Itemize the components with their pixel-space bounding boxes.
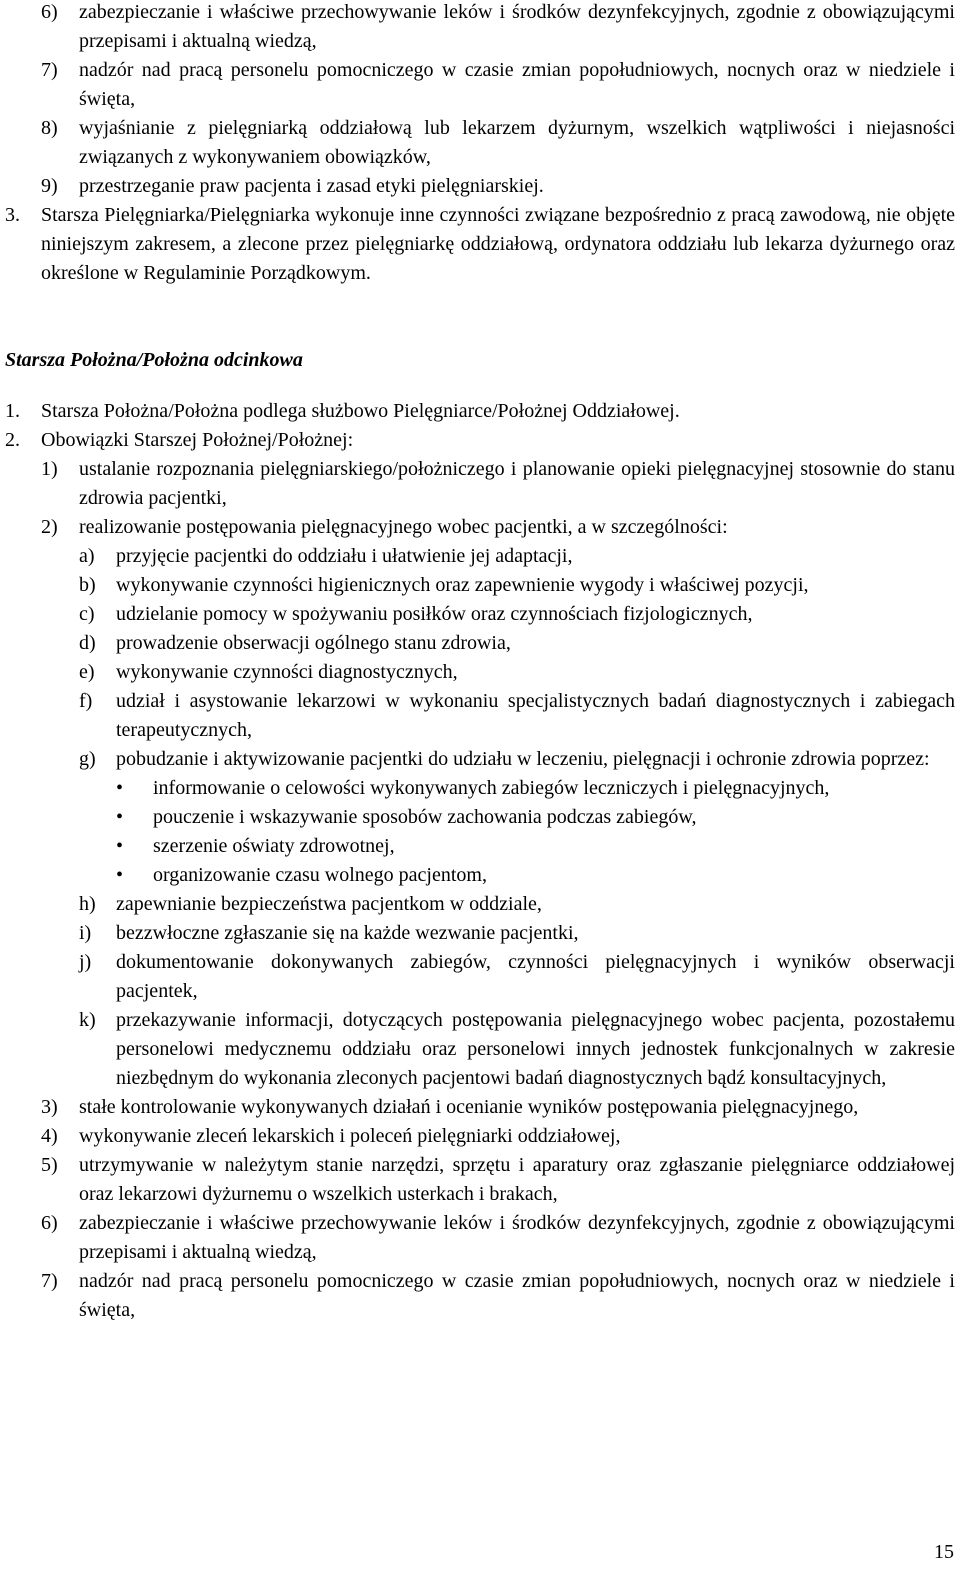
list-item-text: wykonywanie czynności higienicznych oraz zapewnienie wygody i właściwej pozycji, bbox=[116, 574, 809, 596]
list-marker: 1. bbox=[5, 400, 20, 422]
list-item-text: utrzymywanie w należytym stanie narzędzi, sprzętu i aparatury oraz zgłaszanie pielęgniarce oddziałowej oraz lekarzowi dyżurnemu o wszelkich usterkach i brakach, bbox=[79, 1154, 955, 1205]
page-number: 15 bbox=[934, 1541, 954, 1563]
list-item-text: wykonywanie czynności diagnostycznych, bbox=[116, 661, 458, 683]
list-marker: f) bbox=[79, 690, 93, 712]
list-item-text: przyjęcie pacjentki do oddziału i ułatwienie jej adaptacji, bbox=[116, 545, 573, 567]
list-marker: g) bbox=[79, 748, 96, 770]
list-item-text: nadzór nad pracą personelu pomocniczego w czasie zmian popołudniowych, nocnych oraz w niedziele i święta, bbox=[79, 1270, 955, 1321]
list-marker: 6) bbox=[41, 1212, 58, 1234]
list-item-text: Starsza Pielęgniarka/Pielęgniarka wykonuje inne czynności związane bezpośrednio z pracą zawodową, nie objęte niniejszym zakresem, a zlecone przez pielęgniarkę oddziałową, ordynatora oddziału lub lekarza dyżurnego oraz określone w Regulaminie Porządkowym. bbox=[41, 204, 955, 284]
duty-item-2 bbox=[5, 513, 955, 542]
list-item-8 bbox=[5, 114, 955, 172]
list-marker: 6) bbox=[41, 1, 58, 23]
bullet-icon: • bbox=[116, 864, 124, 886]
list-marker: c) bbox=[79, 603, 95, 625]
list-item-text: przekazywanie informacji, dotyczących postępowania pielęgnacyjnego wobec pacjenta, pozostałemu personelowi medycznemu oddziału oraz personelowi innych jednostek funkcjonalnych w zakresie niezbędnym do wykonania zleconych pacjentowi badań diagnostycznych bądź konsultacyjnych, bbox=[116, 1009, 955, 1089]
list-item-text: szerzenie oświaty zdrowotnej, bbox=[153, 835, 395, 857]
duty-item-6 bbox=[5, 1209, 955, 1267]
list-item-text: Starsza Położna/Położna podlega służbowo Pielęgniarce/Położnej Oddziałowej. bbox=[41, 400, 680, 422]
sub-item-e bbox=[5, 658, 955, 687]
list-marker: h) bbox=[79, 893, 96, 915]
list-marker: 7) bbox=[41, 1270, 58, 1292]
list-item-7 bbox=[5, 56, 955, 114]
bullet-item bbox=[5, 832, 955, 861]
duty-item-3 bbox=[5, 1093, 955, 1122]
list-marker: 2) bbox=[41, 516, 58, 538]
list-marker: d) bbox=[79, 632, 96, 654]
list-item-text: udzielanie pomocy w spożywaniu posiłków oraz czynnościach fizjologicznych, bbox=[116, 603, 753, 625]
duty-item-5 bbox=[5, 1151, 955, 1209]
list-marker: 4) bbox=[41, 1125, 58, 1147]
list-marker: i) bbox=[79, 922, 92, 944]
list-item-6 bbox=[5, 0, 955, 56]
list-item-text: ustalanie rozpoznania pielęgniarskiego/położniczego i planowanie opieki pielęgnacyjnej stosownie do stanu zdrowia pacjentki, bbox=[79, 458, 955, 509]
bullet-item bbox=[5, 861, 955, 890]
list-item-text: zapewnianie bezpieczeństwa pacjentkom w oddziale, bbox=[116, 893, 542, 915]
point-2 bbox=[5, 426, 955, 455]
list-item-text: nadzór nad pracą personelu pomocniczego w czasie zmian popołudniowych, nocnych oraz w niedziele i święta, bbox=[79, 59, 955, 110]
list-item-text: organizowanie czasu wolnego pacjentom, bbox=[153, 864, 487, 886]
sub-item-h bbox=[5, 890, 955, 919]
list-item-text: pouczenie i wskazywanie sposobów zachowania podczas zabiegów, bbox=[153, 806, 697, 828]
list-marker: e) bbox=[79, 661, 95, 683]
sub-item-k bbox=[5, 1006, 955, 1093]
sub-item-c bbox=[5, 600, 955, 629]
sub-item-b bbox=[5, 571, 955, 600]
list-item-text: dokumentowanie dokonywanych zabiegów, czynności pielęgnacyjnych i wyników obserwacji pacjentek, bbox=[116, 951, 955, 1002]
sub-item-a bbox=[5, 542, 955, 571]
list-item-text: zabezpieczanie i właściwe przechowywanie leków i środków dezynfekcyjnych, zgodnie z obowiązującymi przepisami i aktualną wiedzą, bbox=[79, 1, 955, 52]
list-marker: j) bbox=[79, 951, 92, 973]
bullet-icon: • bbox=[116, 806, 124, 828]
list-item-text: Obowiązki Starszej Położnej/Położnej: bbox=[41, 429, 354, 451]
list-item-text: stałe kontrolowanie wykonywanych działań i ocenianie wyników postępowania pielęgnacyjnego, bbox=[79, 1096, 859, 1118]
point-3 bbox=[5, 201, 955, 288]
list-marker: 5) bbox=[41, 1154, 58, 1176]
list-item-text: realizowanie postępowania pielęgnacyjnego wobec pacjentki, a w szczególności: bbox=[79, 516, 728, 538]
sub-item-j bbox=[5, 948, 955, 1006]
list-marker: 3) bbox=[41, 1096, 58, 1118]
list-item-text: udział i asystowanie lekarzowi w wykonaniu specjalistycznych badań diagnostycznych i zabiegach terapeutycznych, bbox=[116, 690, 955, 741]
bullet-item bbox=[5, 803, 955, 832]
list-item-text: przestrzeganie praw pacjenta i zasad etyki pielęgniarskiej. bbox=[79, 175, 544, 197]
sub-item-i bbox=[5, 919, 955, 948]
list-item-text: wyjaśnianie z pielęgniarką oddziałową lub lekarzem dyżurnym, wszelkich wątpliwości i niejasności związanych z wykonywaniem obowiązków, bbox=[79, 117, 955, 168]
bullet-icon: • bbox=[116, 777, 124, 799]
duty-item-7 bbox=[5, 1267, 955, 1325]
sub-item-d bbox=[5, 629, 955, 658]
list-item-9 bbox=[5, 172, 955, 201]
bullet-icon: • bbox=[116, 835, 124, 857]
list-marker: 1) bbox=[41, 458, 58, 480]
duty-item-4 bbox=[5, 1122, 955, 1151]
list-marker: 7) bbox=[41, 59, 58, 81]
list-marker: 8) bbox=[41, 117, 58, 139]
list-marker: 3. bbox=[5, 204, 20, 226]
list-item-text: informowanie o celowości wykonywanych zabiegów leczniczych i pielęgnacyjnych, bbox=[153, 777, 830, 799]
list-item-text: wykonywanie zleceń lekarskich i poleceń pielęgniarki oddziałowej, bbox=[79, 1125, 621, 1147]
point-1 bbox=[5, 397, 955, 426]
list-marker: b) bbox=[79, 574, 96, 596]
list-item-text: pobudzanie i aktywizowanie pacjentki do udziału w leczeniu, pielęgnacji i ochronie zdrowia poprzez: bbox=[116, 748, 930, 770]
duty-item-1 bbox=[5, 455, 955, 513]
list-marker: k) bbox=[79, 1009, 96, 1031]
bullet-item bbox=[5, 774, 955, 803]
list-item-text: prowadzenie obserwacji ogólnego stanu zdrowia, bbox=[116, 632, 511, 654]
list-item-text: bezzwłoczne zgłaszanie się na każde wezwanie pacjentki, bbox=[116, 922, 579, 944]
sub-item-f bbox=[5, 687, 955, 745]
sub-item-g bbox=[5, 745, 955, 774]
section-heading: Starsza Położna/Położna odcinkowa bbox=[5, 349, 303, 371]
list-marker: a) bbox=[79, 545, 95, 567]
list-item-text: zabezpieczanie i właściwe przechowywanie leków i środków dezynfekcyjnych, zgodnie z obowiązującymi przepisami i aktualną wiedzą, bbox=[79, 1212, 955, 1263]
list-marker: 9) bbox=[41, 175, 58, 197]
document-content bbox=[5, 0, 955, 1325]
list-marker: 2. bbox=[5, 429, 20, 451]
